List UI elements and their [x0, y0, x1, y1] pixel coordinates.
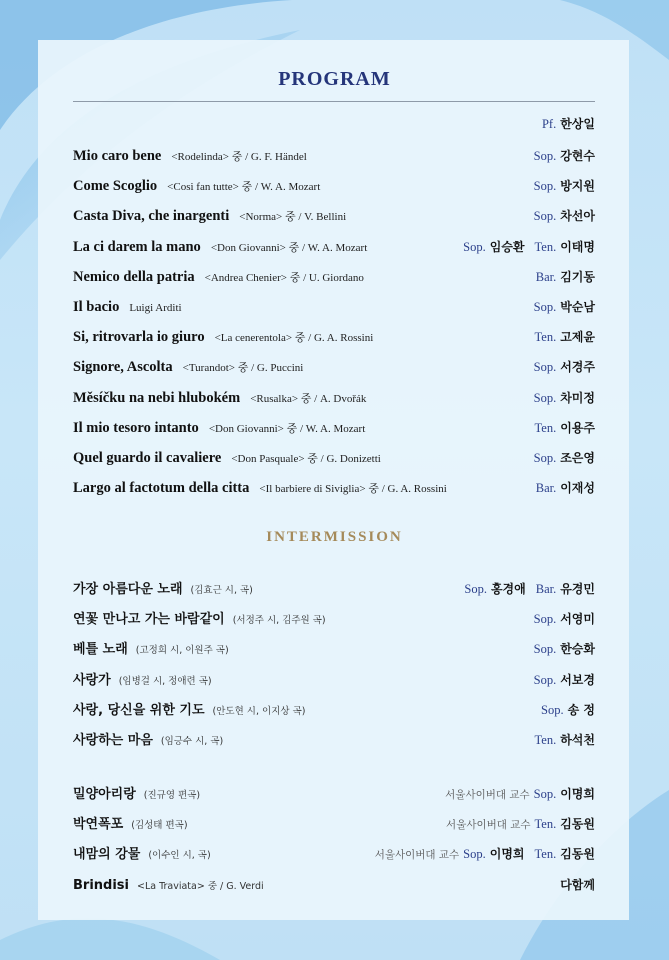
- performer-name: 다함께: [560, 877, 595, 892]
- piece-title: Quel guardo il cavaliere: [73, 450, 222, 466]
- performer-name: 김동원: [560, 817, 595, 832]
- performers: [534, 296, 595, 318]
- performer-name: 임승환: [489, 239, 525, 254]
- performer: [534, 612, 595, 626]
- performers: [534, 669, 595, 691]
- piece-title: 사랑하는 마음: [73, 733, 153, 748]
- piece-source: <Don Pasquale> 중 / G. Donizetti: [231, 453, 381, 465]
- piece-title: 박연폭포: [73, 817, 124, 833]
- performer-role: Ten.: [534, 239, 557, 254]
- performer-name: 방지원: [560, 179, 595, 194]
- performers: [464, 578, 595, 600]
- performer-role: Bar.: [535, 582, 557, 596]
- piece-source: <Rusalka> 중 / A. Dvořák: [250, 392, 367, 405]
- program-row: [73, 296, 595, 318]
- performers: [534, 638, 595, 660]
- performer: [534, 149, 595, 163]
- performer-name: 이재성: [560, 481, 595, 496]
- performers: [534, 145, 595, 167]
- program-row: [73, 669, 595, 691]
- program-row: [73, 326, 595, 348]
- performers: [534, 356, 595, 378]
- piece-title: Casta Diva, che inargenti: [73, 208, 230, 225]
- piece-source: (김성태 편곡): [131, 820, 188, 832]
- performer: [536, 270, 595, 284]
- program-row: [73, 236, 595, 258]
- performer: [534, 451, 595, 465]
- performer-name: 차선아: [560, 209, 595, 224]
- performer-role: Ten.: [534, 330, 557, 345]
- piece-source: <Cosi fan tutte> 중 / W. A. Mozart: [167, 181, 321, 194]
- piece-title: Il mio tesoro intanto: [73, 419, 199, 436]
- program-row: [73, 145, 595, 167]
- performers: [446, 813, 595, 836]
- performers: [534, 608, 595, 630]
- performers: [536, 477, 595, 499]
- performer-role: Sop.: [533, 672, 557, 687]
- program-row: [73, 477, 595, 499]
- performer-role: Sop.: [533, 209, 557, 224]
- performer-name: 서보경: [560, 672, 595, 687]
- piece-source: <Don Giovanni> 중 / W. A. Mozart: [208, 422, 366, 435]
- performer-name: 이명희: [560, 787, 595, 801]
- program-row: [73, 387, 595, 409]
- piece-source: (고정희 시, 이원주 곡): [135, 645, 229, 657]
- performer-name: 김기동: [560, 269, 595, 284]
- piece-title: La ci darem la mano: [73, 238, 201, 255]
- pianist: [542, 113, 595, 135]
- performer-affiliation: 서울사이버대 교수: [445, 789, 530, 801]
- piece-title: Nemico della patria: [73, 268, 195, 285]
- performer: [446, 817, 595, 831]
- performers: [556, 874, 595, 896]
- program-row: [73, 205, 595, 227]
- performer: [535, 330, 595, 344]
- performer-role: Sop.: [533, 149, 557, 163]
- performer-role: Ten.: [534, 420, 557, 435]
- piece-source: <Andrea Chenier> 중 / U. Giordano: [204, 271, 364, 284]
- program-row: [73, 578, 595, 600]
- performer: [534, 642, 595, 656]
- piece-title: Mio caro bene: [73, 148, 162, 164]
- program-row: [73, 266, 595, 288]
- performers: [534, 447, 595, 469]
- performer-affiliation: 서울사이버대 교수: [374, 849, 460, 862]
- performer-role: Sop.: [533, 612, 557, 627]
- performer-name: 서경주: [560, 360, 595, 375]
- performer-name: 하석천: [560, 733, 595, 747]
- program-row: [73, 608, 595, 630]
- performer-affiliation: 서울사이버대 교수: [446, 819, 531, 832]
- performers: [535, 326, 595, 348]
- performer: [535, 240, 595, 254]
- piece-source: (안도현 시, 이지상 곡): [212, 705, 306, 717]
- performers: [375, 843, 595, 866]
- performer-role: Sop.: [533, 179, 557, 194]
- performer-role: Sop.: [533, 360, 557, 375]
- performer-name: 이용주: [560, 420, 595, 435]
- performer-name: 한상일: [560, 117, 595, 131]
- piece-title: Largo al factotum della citta: [73, 480, 250, 497]
- performer-name: 박순남: [560, 300, 595, 314]
- performer-name: 송 정: [567, 702, 595, 717]
- performer: [445, 787, 595, 801]
- performers: [536, 266, 595, 288]
- piece-source: (이수인 시, 곡): [148, 850, 211, 862]
- performer-role: Ten.: [534, 847, 557, 862]
- program-row: [73, 813, 595, 835]
- pianist-row: [73, 113, 595, 135]
- performer: [464, 582, 525, 596]
- program-row: [73, 638, 595, 660]
- performer-role: Sop.: [464, 582, 487, 596]
- program-row: [73, 843, 595, 865]
- piece-source: <Don Giovanni> 중 / W. A. Mozart: [210, 241, 368, 254]
- performer-role: Sop.: [541, 702, 564, 717]
- program-row: [73, 729, 595, 751]
- performer-name: 서영미: [560, 612, 595, 627]
- performer-role: Bar.: [535, 269, 557, 284]
- piece-source: <Norma> 중 / V. Bellini: [239, 211, 347, 224]
- program-title: PROGRAM: [278, 68, 391, 90]
- performers: [535, 729, 595, 751]
- program-row: [73, 417, 595, 439]
- piece-title: Signore, Ascolta: [73, 359, 173, 376]
- program-row: [73, 874, 595, 896]
- performer-role: Ten.: [534, 733, 557, 747]
- performer: [535, 733, 595, 747]
- performer: [534, 300, 595, 314]
- performer: [536, 481, 595, 495]
- performer-name: 강현수: [560, 149, 595, 163]
- piece-title: Il bacio: [73, 299, 120, 315]
- performer: [534, 360, 595, 374]
- piece-title: Come Scoglio: [73, 178, 158, 195]
- program-row: [73, 356, 595, 378]
- performers: [535, 417, 595, 439]
- performers: [541, 699, 595, 721]
- program-row: [73, 699, 595, 721]
- performer-name: 고제윤: [560, 330, 595, 345]
- piece-title: 사랑가: [73, 672, 111, 688]
- piece-source: (김효근 시, 곡): [190, 585, 253, 596]
- piece-source: <Turandot> 중 / G. Puccini: [182, 362, 304, 375]
- performer-name: 유경민: [560, 582, 595, 596]
- performer-role: Ten.: [534, 817, 557, 832]
- performers: [463, 236, 595, 258]
- title-divider: [73, 101, 595, 102]
- program-row: [73, 175, 595, 197]
- performer: [534, 391, 595, 405]
- performer-name: 이명희: [489, 847, 525, 862]
- performer: [535, 847, 595, 861]
- piece-source: (임병걸 시, 정애련 곡): [118, 675, 212, 687]
- program-row: [73, 447, 595, 469]
- piece-title: 가장 아름다운 노래: [73, 582, 183, 597]
- performer-role: Sop.: [533, 451, 557, 465]
- piece-source: (임긍수 시, 곡): [160, 736, 224, 747]
- piece-title: Brindisi: [73, 877, 129, 893]
- performer: [463, 240, 524, 254]
- performer-role: Sop.: [533, 300, 557, 314]
- intermission-title: INTERMISSION: [266, 529, 403, 545]
- piece-title: 사랑, 당신을 위한 기도: [73, 702, 205, 718]
- performer-role: Sop.: [533, 642, 557, 657]
- performer-name: 이태명: [560, 239, 595, 254]
- performer-role: Bar.: [535, 481, 557, 496]
- performers: [534, 175, 595, 197]
- performer-name: 차미정: [560, 390, 595, 405]
- piece-source: <La Traviata> 중 / G. Verdi: [137, 880, 264, 892]
- performer: [534, 179, 595, 193]
- piece-source: <Rodelinda> 중 / G. F. Händel: [171, 151, 307, 163]
- performer: [535, 421, 595, 435]
- performer-name: 조은영: [560, 451, 595, 465]
- performer-name: 김동원: [560, 847, 595, 862]
- performer-role: Pf.: [541, 117, 557, 131]
- performer-role: Sop.: [533, 390, 557, 405]
- performer-name: 한승화: [560, 642, 595, 657]
- performer: [534, 673, 595, 687]
- performer: [375, 847, 525, 861]
- performer-name: 홍경애: [490, 582, 526, 596]
- piece-title: 내맘의 강물: [73, 847, 141, 863]
- piece-source: (서정주 시, 김주원 곡): [232, 615, 326, 627]
- piece-source: <Il barbiere di Siviglia> 중 / G. A. Rossini: [259, 483, 447, 496]
- piece-source: (진규영 편곡): [143, 790, 201, 801]
- performer: [534, 209, 595, 223]
- performer-role: Sop.: [533, 787, 557, 801]
- piece-title: Měsíčku na nebi hlubokém: [73, 389, 241, 406]
- piece-source: Luigi Arditi: [129, 302, 182, 314]
- performer-role: Sop.: [463, 239, 486, 254]
- performer: [541, 703, 595, 717]
- piece-title: 밀양아리랑: [73, 787, 136, 802]
- piece-title: Si, ritrovarla io giuro: [73, 329, 205, 346]
- piece-title: 베틀 노래: [73, 642, 128, 658]
- performer: [556, 878, 595, 892]
- piece-title: 연꽃 만나고 가는 바람같이: [73, 612, 225, 628]
- performers: [534, 387, 595, 409]
- performers: [445, 783, 595, 806]
- performer: [536, 582, 595, 596]
- piece-source: <La cenerentola> 중 / G. A. Rossini: [214, 332, 374, 345]
- performers: [534, 205, 595, 227]
- performer-role: Sop.: [463, 847, 486, 862]
- program-row: [73, 783, 595, 805]
